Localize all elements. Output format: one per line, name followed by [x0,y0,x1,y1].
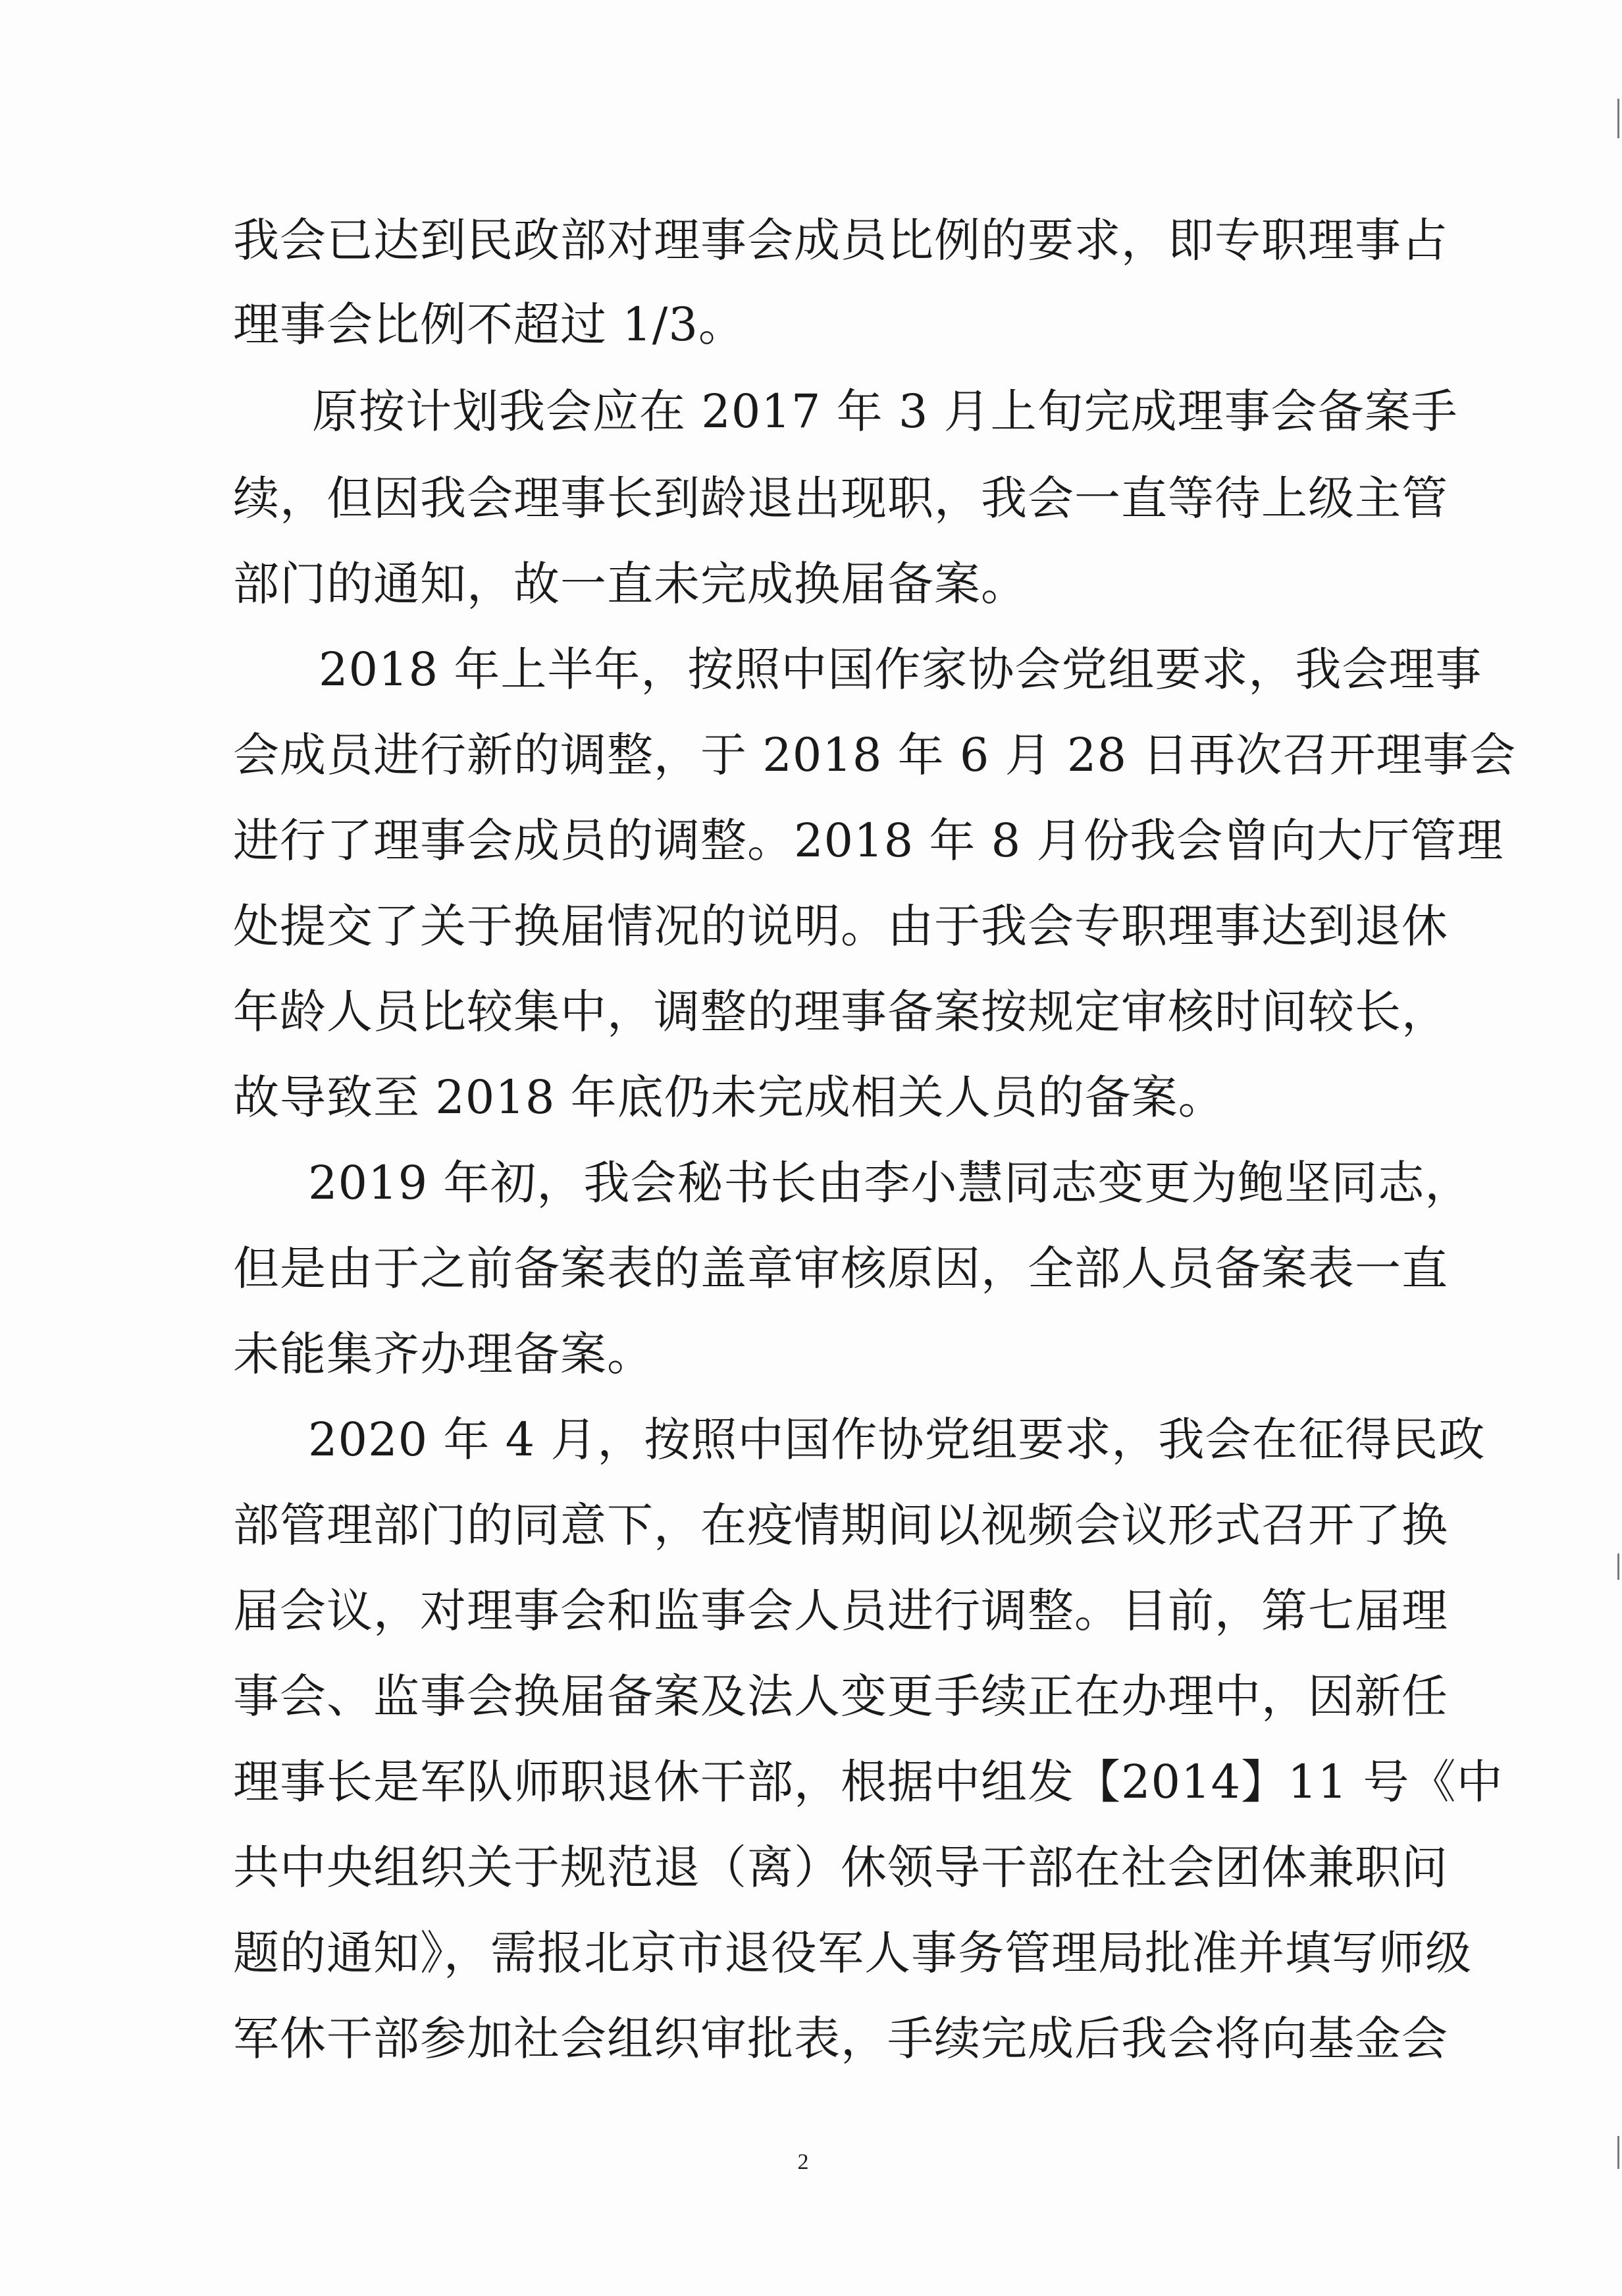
body-text-line: 故导致至 2018 年底仍未完成相关人员的备案。 [233,1070,1225,1124]
scan-edge-mark [1617,1553,1619,1580]
body-text-line: 2020 年 4 月，按照中国作协党组要求，我会在征得民政 [308,1413,1486,1467]
body-text-line: 处提交了关于换届情况的说明。由于我会专职理事达到退休 [233,899,1448,953]
scan-edge-mark [1617,99,1619,138]
body-text-line: 年龄人员比较集中，调整的理事备案按规定审核时间较长， [233,985,1448,1039]
body-text-line: 部门的通知，故一直未完成换届备案。 [233,557,1028,611]
body-text-line: 理事长是军队师职退休干部，根据中组发【2014】11 号《中 [233,1755,1504,1809]
body-text-line: 续，但因我会理事长到龄退出现职，我会一直等待上级主管 [233,471,1448,525]
body-text-line: 原按计划我会应在 2017 年 3 月上旬完成理事会备案手 [312,384,1458,438]
body-text-line: 理事会比例不超过 1/3。 [233,298,745,352]
body-text-line: 2018 年上半年，按照中国作家协会党组要求，我会理事 [319,642,1482,696]
body-text-line: 事会、监事会换届备案及法人变更手续正在办理中，因新任 [233,1669,1448,1723]
body-text-line: 进行了理事会成员的调整。2018 年 8 月份我会曾向大厅管理 [233,814,1504,868]
scan-edge-mark [1617,2136,1619,2169]
body-text-line: 2019 年初，我会秘书长由李小慧同志变更为鲍坚同志， [308,1156,1472,1210]
body-text-line: 未能集齐办理备案。 [233,1327,654,1381]
body-text-line: 共中央组织关于规范退（离）休领导干部在社会团体兼职问 [233,1840,1448,1894]
body-text-line: 部管理部门的同意下，在疫情期间以视频会议形式召开了换 [233,1498,1448,1552]
body-text-line: 题的通知》，需报北京市退役军人事务管理局批准并填写师级 [233,1926,1472,1980]
body-text-line: 会成员进行新的调整，于 2018 年 6 月 28 日再次召开理事会 [233,728,1517,782]
body-text-line: 但是由于之前备案表的盖章审核原因，全部人员备案表一直 [233,1241,1448,1295]
page-number: 2 [797,2150,809,2174]
body-text-line: 届会议，对理事会和监事会人员进行调整。目前，第七届理 [233,1584,1448,1638]
body-text-line: 军休干部参加社会组织审批表，手续完成后我会将向基金会 [233,2012,1448,2066]
body-text-line: 我会已达到民政部对理事会成员比例的要求，即专职理事占 [233,213,1448,267]
